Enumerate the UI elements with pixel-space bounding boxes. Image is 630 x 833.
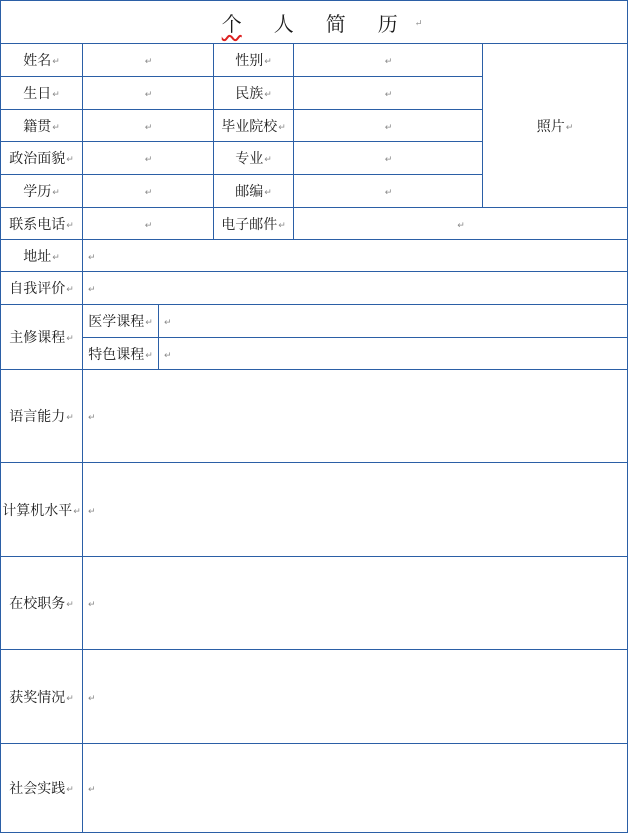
paragraph-mark-icon: ↵ [264,155,272,165]
paragraph-mark-icon: ↵ [88,413,96,423]
featured-courses-label: 特色课程 ↵ [82,337,159,370]
name-field[interactable] [82,43,214,77]
main-courses-label: 主修课程 ↵ [0,304,83,370]
gender-label: 性别 ↵ [213,43,294,77]
paragraph-mark-icon: ↵ [457,220,465,231]
language-field[interactable] [82,369,628,463]
paragraph-mark-icon: ↵ [88,693,96,704]
paragraph-mark-icon: ↵ [144,90,153,100]
paragraph-mark-icon: ↵ [52,188,60,198]
paragraph-mark-icon: ↵ [88,285,96,295]
paragraph-mark-icon: ↵ [66,155,74,165]
paragraph-mark-icon: ↵ [88,252,96,263]
paragraph-mark-icon: ↵ [145,318,153,328]
paragraph-mark-icon: ↵ [52,90,60,100]
language-label: 语言能力 ↵ [0,369,83,463]
paragraph-mark-icon: ↵ [145,350,153,361]
name-label: 姓名 ↵ [0,43,83,77]
ethnicity-label: 民族 ↵ [213,76,294,110]
paragraph-mark-icon: ↵ [414,19,423,29]
paragraph-mark-icon: ↵ [278,122,286,133]
paragraph-mark-icon: ↵ [52,252,60,263]
paragraph-mark-icon: ↵ [66,334,74,344]
native-place-field[interactable] [82,109,214,142]
campus-roles-label: 在校职务 ↵ [0,556,83,650]
awards-label: 获奖情况 ↵ [0,649,83,744]
native-place-label: 籍贯 ↵ [0,109,83,142]
major-field[interactable] [293,141,483,175]
paragraph-mark-icon: ↵ [164,318,172,328]
paragraph-mark-icon: ↵ [66,285,74,295]
paragraph-mark-icon: ↵ [144,220,153,231]
paragraph-mark-icon: ↵ [66,413,74,423]
email-field[interactable] [293,207,628,240]
title-char: 人 [273,11,294,36]
paragraph-mark-icon: ↵ [384,122,393,133]
photo-box[interactable]: 照片 ↵ [482,43,628,208]
education-label: 学历 ↵ [0,174,83,208]
school-field[interactable] [293,109,483,142]
postcode-label: 邮编 ↵ [213,174,294,208]
paragraph-mark-icon: ↵ [264,188,272,198]
paragraph-mark-icon: ↵ [66,693,74,704]
education-field[interactable] [82,174,214,208]
title-char: 历 [377,11,398,36]
page-title [0,0,628,44]
paragraph-mark-icon: ↵ [264,90,272,100]
computer-label: 计算机水平 ↵ [0,462,83,557]
paragraph-mark-icon: ↵ [73,506,81,517]
paragraph-mark-icon: ↵ [565,122,574,133]
paragraph-mark-icon: ↵ [384,90,393,100]
social-practice-label: 社会实践 ↵ [0,743,83,833]
paragraph-mark-icon: ↵ [278,220,286,231]
paragraph-mark-icon: ↵ [52,122,60,133]
paragraph-mark-icon: ↵ [144,122,153,133]
campus-roles-field[interactable] [82,556,628,650]
title-char: 简 [325,11,346,36]
computer-field[interactable] [82,462,628,557]
paragraph-mark-icon: ↵ [264,57,272,67]
political-status-label: 政治面貌 ↵ [0,141,83,175]
paragraph-mark-icon: ↵ [66,785,74,795]
school-label: 毕业院校 ↵ [213,109,294,142]
ethnicity-field[interactable] [293,76,483,110]
address-field[interactable] [82,239,628,272]
phone-label: 联系电话 ↵ [0,207,83,240]
birthday-field[interactable] [82,76,214,110]
paragraph-mark-icon: ↵ [384,155,393,165]
address-label: 地址 ↵ [0,239,83,272]
medical-courses-label: 医学课程 ↵ [82,304,159,338]
paragraph-mark-icon: ↵ [52,57,60,67]
self-evaluation-label: 自我评价 ↵ [0,271,83,305]
postcode-field[interactable] [293,174,483,208]
paragraph-mark-icon: ↵ [384,188,393,198]
major-label: 专业 ↵ [213,141,294,175]
gender-field[interactable] [293,43,483,77]
self-evaluation-field[interactable] [82,271,628,305]
phone-field[interactable] [82,207,214,240]
paragraph-mark-icon: ↵ [164,350,172,361]
birthday-label: 生日 ↵ [0,76,83,110]
medical-courses-field[interactable] [158,304,628,338]
awards-field[interactable] [82,649,628,744]
paragraph-mark-icon: ↵ [144,188,153,198]
featured-courses-field[interactable] [158,337,628,370]
paragraph-mark-icon: ↵ [144,155,153,165]
title-char: 个 [221,11,242,36]
political-status-field[interactable] [82,141,214,175]
social-practice-field[interactable] [82,743,628,833]
paragraph-mark-icon: ↵ [88,600,96,610]
paragraph-mark-icon: ↵ [144,57,153,67]
paragraph-mark-icon: ↵ [384,57,393,67]
email-label: 电子邮件 ↵ [213,207,294,240]
paragraph-mark-icon: ↵ [88,785,96,795]
paragraph-mark-icon: ↵ [66,220,74,231]
paragraph-mark-icon: ↵ [88,506,96,517]
paragraph-mark-icon: ↵ [66,600,74,610]
